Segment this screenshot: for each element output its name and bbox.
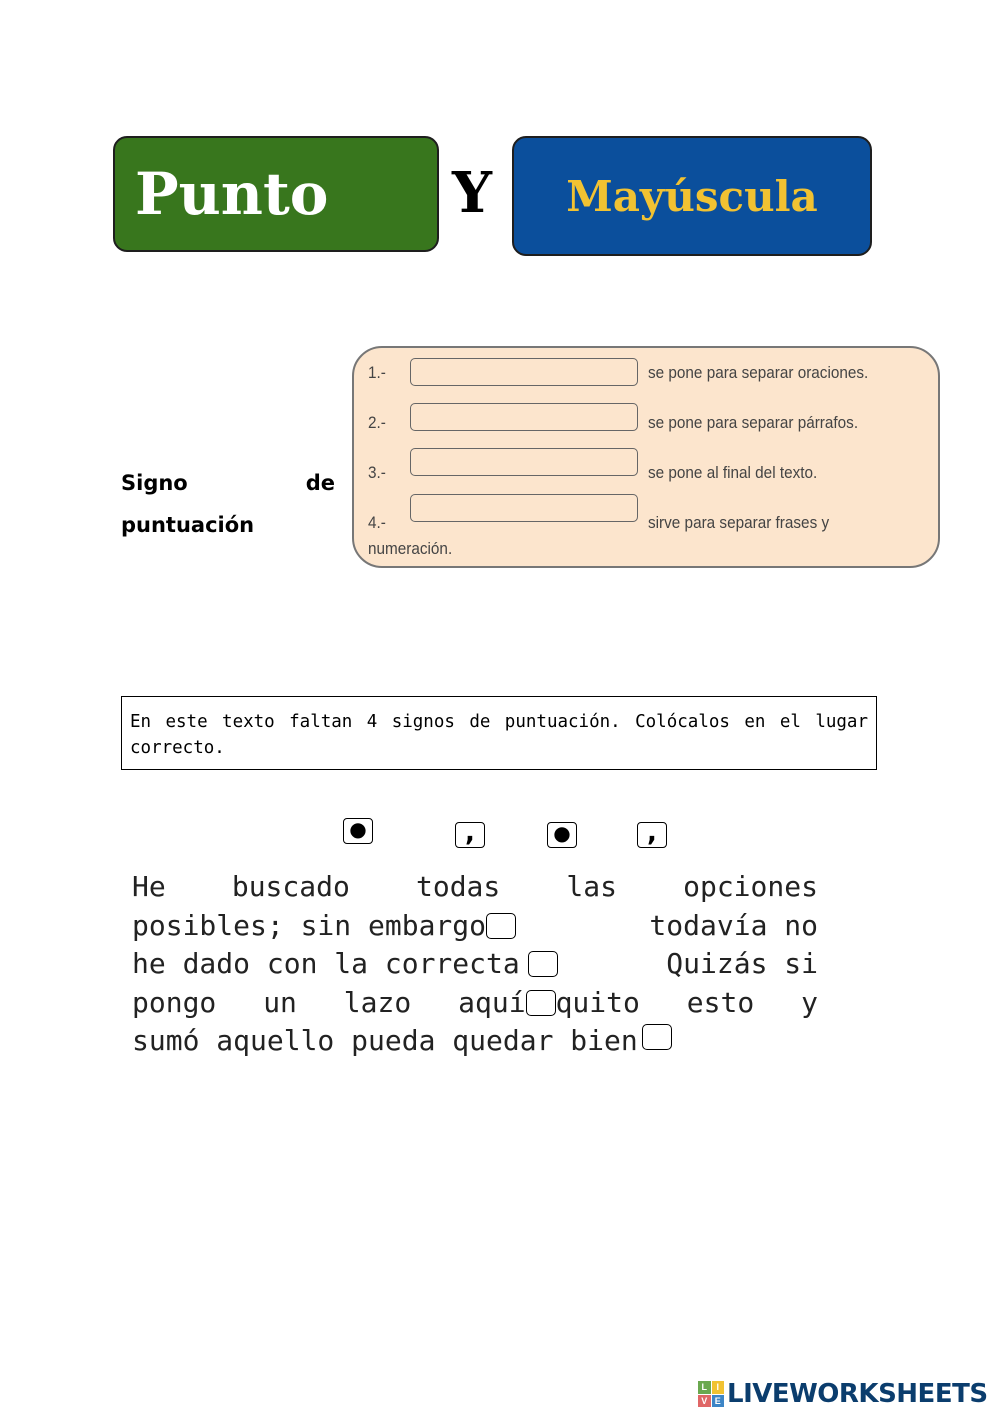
definition-text-2: se pone para separar párrafos. <box>648 413 859 432</box>
token-glyph: ● <box>349 817 367 841</box>
instruction-text: En este texto faltan 4 signos de puntuación. Colócalos en el lugar correcto. <box>130 712 868 758</box>
drop-zone-2[interactable] <box>528 951 558 977</box>
definition-answer-input-4[interactable] <box>410 494 638 522</box>
logo-mark-letter: I <box>712 1381 725 1394</box>
definition-text-4-cont: numeración. <box>368 539 453 558</box>
title-word-punto: Punto <box>135 160 329 228</box>
paragraph-word: quito <box>555 985 640 1019</box>
instruction-box <box>121 696 877 770</box>
paragraph-text: posibles; sin embargo <box>132 908 487 942</box>
paragraph-text: Quizás si <box>666 947 818 980</box>
definition-number-1: 1.- <box>368 363 386 382</box>
paragraph-line-1 <box>132 868 818 907</box>
definition-number-2: 2.- <box>368 413 386 432</box>
token-glyph: ● <box>553 821 571 845</box>
de-word: de <box>305 471 335 495</box>
definitions-panel <box>352 346 940 568</box>
definition-number-4: 4.- <box>368 513 386 532</box>
drop-zone-3[interactable] <box>526 990 556 1016</box>
paragraph-line-3 <box>132 945 818 984</box>
logo-text: LIVEWORKSHEETS <box>727 1379 988 1409</box>
signo-word: Signo <box>121 471 188 495</box>
signo-puntuacion-label <box>121 462 335 546</box>
paragraph-word: las <box>566 870 617 903</box>
paragraph-line-4 <box>132 984 818 1023</box>
paragraph-word: pongo <box>132 985 217 1019</box>
paragraph-text: he dado con la correcta <box>132 947 520 980</box>
logo-mark-letter: V <box>698 1395 711 1408</box>
exercise-paragraph <box>132 868 818 1061</box>
token-glyph: , <box>465 818 475 848</box>
paragraph-word: buscado <box>231 870 350 903</box>
title-mayuscula-box <box>512 136 872 256</box>
paragraph-word: lazo <box>343 985 412 1019</box>
definition-answer-input-2[interactable] <box>410 403 638 431</box>
token-glyph: , <box>647 818 657 848</box>
title-punto-box <box>113 136 439 252</box>
paragraph-word: y <box>801 985 818 1019</box>
definition-text-4: sirve para separar frases y <box>648 513 830 532</box>
title-connector: Y <box>452 160 492 226</box>
paragraph-word: aquí <box>458 985 526 1019</box>
definition-number-3: 3.- <box>368 463 386 482</box>
definition-text-3: se pone al final del texto. <box>648 463 818 482</box>
period-token[interactable] <box>547 822 577 848</box>
period-token[interactable] <box>343 818 373 844</box>
liveworksheets-logo <box>698 1379 988 1409</box>
comma-token[interactable] <box>455 818 485 848</box>
definition-text-1: se pone para separar oraciones. <box>648 363 869 382</box>
drop-zone-1[interactable] <box>486 913 516 939</box>
definition-answer-input-3[interactable] <box>410 448 638 476</box>
logo-mark-letter: L <box>698 1381 711 1394</box>
paragraph-word: un <box>263 985 297 1019</box>
paragraph-line-5 <box>132 1022 818 1061</box>
paragraph-text: sumó aquello pueda quedar bien <box>132 1024 638 1057</box>
paragraph-text: todavía no <box>649 908 818 942</box>
comma-token[interactable] <box>637 818 667 848</box>
puntuacion-word: puntuación <box>121 513 255 537</box>
logo-mark <box>698 1381 724 1407</box>
title-word-mayuscula: Mayúscula <box>566 171 818 221</box>
paragraph-word: todas <box>415 870 501 903</box>
drop-zone-4[interactable] <box>642 1024 672 1050</box>
paragraph-word: esto <box>686 985 755 1019</box>
paragraph-word: opciones <box>683 870 818 903</box>
logo-mark-letter: E <box>712 1395 725 1408</box>
paragraph-line-2 <box>132 907 818 946</box>
paragraph-word: He <box>132 870 166 903</box>
definition-answer-input-1[interactable] <box>410 358 638 386</box>
